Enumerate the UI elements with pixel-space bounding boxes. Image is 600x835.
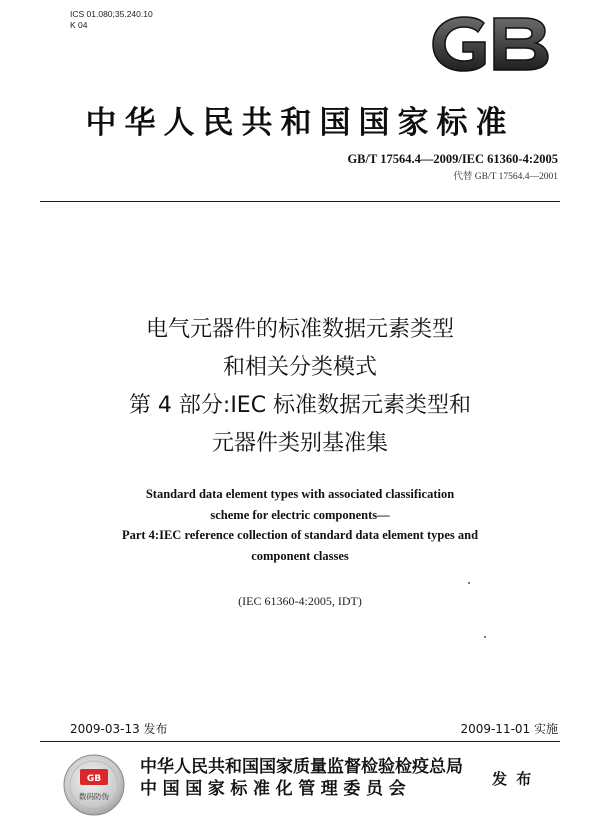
chinese-title	[20, 311, 580, 463]
anti-counterfeit-seal	[62, 753, 126, 817]
implementation-date: 2009-11-01 实施	[460, 722, 558, 736]
bottom-divider	[40, 741, 560, 742]
replaces-standard: 代替 GB/T 17564.4—2001	[453, 172, 558, 182]
chinese-title-line: 第 4 部分:IEC 标准数据元素类型和	[128, 393, 472, 418]
gb-logo	[428, 14, 554, 74]
english-title-line: scheme for electric components—	[210, 507, 390, 522]
english-title-line: component classes	[251, 548, 349, 563]
english-title-line: Part 4:IEC reference collection of standard data element types and	[121, 528, 479, 542]
chinese-title-line: 和相关分类模式	[222, 355, 377, 380]
issuing-authorities	[140, 756, 463, 800]
iec-equivalence: (IEC 61360-4:2005, IDT)	[238, 594, 362, 608]
chinese-title-line: 电气元器件的标准数据元素类型	[145, 317, 454, 342]
issuer-line: 中华人民共和国国家质量监督检验检疫总局	[140, 757, 463, 777]
english-title-line: Standard data element types with associated classification	[145, 487, 455, 501]
classification-codes	[70, 9, 153, 31]
english-title	[60, 484, 540, 566]
ics-code: ICS 01.080;35.240.10	[70, 9, 153, 19]
issue-label: 发 布	[492, 770, 534, 788]
print-speck	[468, 582, 470, 584]
top-divider	[40, 201, 560, 202]
seal-text: 数码防伪	[79, 792, 109, 801]
issue-date: 2009-03-13 发布	[70, 722, 168, 736]
chinese-title-line: 元器件类别基准集	[211, 431, 388, 456]
svg-text:GB: GB	[86, 774, 102, 784]
standard-name: 中华人民共和国国家标准	[85, 105, 515, 141]
issuer-line: 中国国家标准化管理委员会	[140, 779, 412, 799]
gb-logo-text: GB	[428, 14, 430, 15]
standard-number: GB/T 17564.4—2009/IEC 61360-4:2005	[347, 152, 558, 166]
print-speck	[484, 636, 486, 638]
ccs-code: K 04	[70, 20, 88, 30]
